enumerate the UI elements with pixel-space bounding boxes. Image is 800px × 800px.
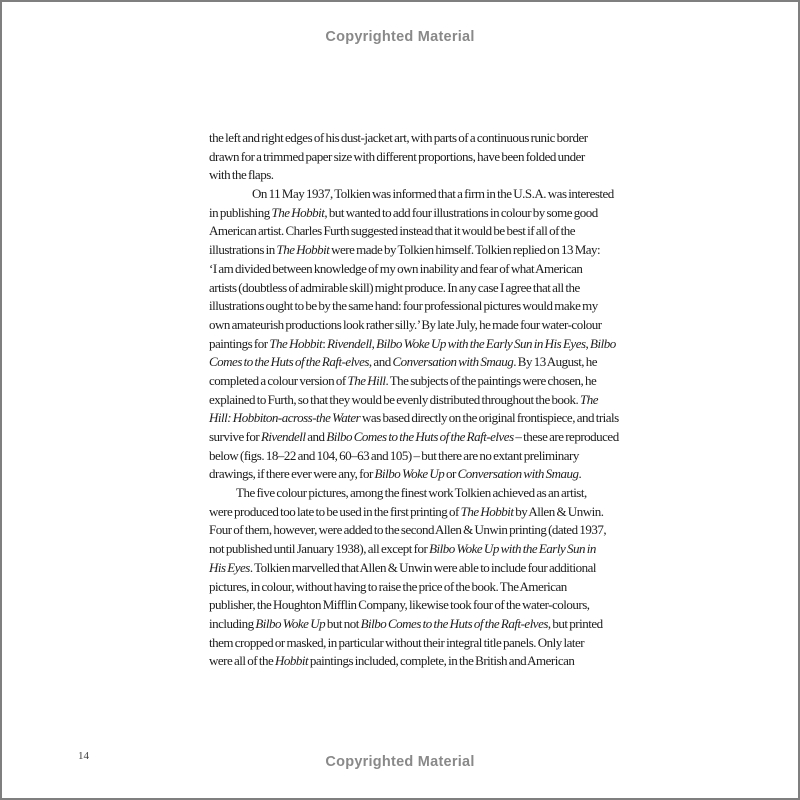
footer-page-number: 14 — [78, 750, 89, 762]
text-line — [209, 316, 691, 335]
text-line — [209, 391, 691, 410]
text-line — [209, 129, 691, 148]
text-segment: – these are reproduced — [513, 429, 619, 444]
italic-text-segment: The Hill — [347, 372, 386, 388]
text-segment: paintings for — [209, 335, 270, 351]
text-line — [209, 447, 691, 466]
text-segment: paintings included, complete, in the British and American — [308, 653, 575, 669]
text-segment: On 11 May 1937, Tolkien was informed that a firm in the U.S.A. was interested — [252, 186, 614, 202]
text-line — [209, 615, 691, 634]
text-segment: were produced too late to be used in the first printing of — [209, 503, 461, 519]
text-line — [209, 260, 691, 279]
italic-text-segment: Bilbo — [590, 335, 616, 351]
text-line — [209, 372, 691, 391]
text-line — [209, 521, 691, 540]
text-segment: , — [585, 335, 591, 351]
text-segment: . — [578, 466, 582, 482]
text-segment: in publishing — [209, 204, 272, 220]
text-segment: , — [371, 335, 377, 351]
italic-text-segment: Bilbo Woke Up with the Early Sun in His Eyes — [376, 335, 586, 351]
italic-text-segment: Bilbo Woke Up with the Early Sun in — [429, 541, 596, 557]
text-line — [209, 428, 691, 447]
text-segment: illustrations ought to be by the same hand: four professional pictures would make my — [209, 298, 598, 314]
text-segment: own amateurish productions look rather silly.’ By late July, he made four water-colour — [209, 316, 602, 332]
italic-text-segment: Bilbo Comes to the Huts of the Raft-elves — [326, 429, 514, 444]
body-text-block — [209, 129, 691, 671]
text-line — [209, 148, 691, 167]
text-line — [209, 634, 691, 653]
text-segment: by Allen & Unwin. — [513, 503, 604, 519]
text-line — [209, 279, 691, 298]
text-line — [209, 166, 691, 185]
text-line — [209, 652, 691, 671]
text-segment: artists (doubtless of admirable skill) might produce. In any case I agree that all the — [209, 279, 580, 295]
italic-text-segment: The Hobbit — [269, 335, 323, 351]
text-segment: publisher, the Houghton Mifflin Company, likewise took four of the water-colours, — [209, 597, 590, 613]
footer-copyright-notice: Copyrighted Material — [325, 754, 475, 770]
text-line — [209, 222, 691, 241]
header-copyright-notice: Copyrighted Material — [325, 29, 475, 45]
text-line — [209, 503, 691, 522]
text-segment: : — [322, 335, 328, 351]
italic-text-segment: Hill: Hobbiton-across-the Water — [209, 410, 361, 426]
text-segment: the left and right edges of his dust-jacket art, with parts of a continuous runic border — [209, 130, 588, 145]
text-line — [209, 335, 691, 354]
text-segment: completed a colour version of — [209, 372, 348, 388]
text-segment: American artist. Charles Furth suggested instead that it would be best if all of the — [209, 223, 576, 239]
text-segment: The five colour pictures, among the finest work Tolkien achieved as an artist, — [236, 485, 587, 501]
italic-text-segment: Rivendell — [327, 335, 372, 351]
text-segment: drawings, if there ever were any, for — [209, 466, 375, 482]
italic-text-segment: The Hobbit — [271, 204, 325, 220]
text-line — [209, 540, 691, 559]
text-segment: but not — [325, 615, 361, 631]
text-segment: . The subjects of the paintings were chosen, he — [385, 372, 597, 388]
italic-text-segment: The Hobbit — [276, 242, 330, 258]
italic-text-segment: The — [579, 391, 598, 407]
text-line — [209, 559, 691, 578]
text-segment: . By 13 August, he — [513, 354, 598, 370]
text-segment: ‘I am divided between knowledge of my own inability and fear of what American — [209, 260, 583, 276]
italic-text-segment: Bilbo Comes to the Huts of the Raft-elves — [360, 615, 548, 631]
text-line — [209, 297, 691, 316]
italic-text-segment: Conversation with Smaug — [457, 466, 579, 482]
text-segment: pictures, in colour, without having to raise the price of the book. The American — [209, 578, 567, 594]
text-segment: below (figs. 18–22 and 104, 60–63 and 105) – but there are no extant preliminary — [209, 447, 579, 463]
italic-text-segment: Comes to the Huts of the Raft-elves — [209, 354, 369, 370]
text-segment: . Tolkien marvelled that Allen & Unwin were able to include four additional — [249, 559, 596, 575]
text-segment: Four of them, however, were added to the second Allen & Unwin printing (dated 1937, — [209, 522, 607, 538]
text-line — [209, 596, 691, 615]
italic-text-segment: Rivendell — [260, 429, 306, 444]
text-segment: were all of the — [209, 653, 275, 669]
italic-text-segment: Bilbo Woke Up — [374, 466, 445, 482]
text-segment: not published until January 1938), all except for — [209, 541, 430, 557]
text-segment: them cropped or masked, in particular without their integral title panels. Only later — [209, 634, 585, 650]
text-segment: , and — [368, 354, 393, 370]
text-segment: , but wanted to add four illustrations in colour by some good — [324, 204, 598, 220]
text-segment: and — [305, 429, 327, 444]
text-segment: illustrations in — [209, 242, 277, 258]
text-line — [209, 484, 691, 503]
italic-text-segment: The Hobbit — [460, 503, 514, 519]
text-segment: was based directly on the original frontispiece, and trials — [360, 410, 619, 426]
text-segment: were made by Tolkien himself. Tolkien replied on 13 May: — [329, 242, 601, 258]
text-segment: including — [209, 615, 256, 631]
text-line — [209, 465, 691, 484]
text-line — [209, 241, 691, 260]
text-line — [209, 409, 691, 428]
text-segment: explained to Furth, so that they would be evenly distributed throughout the book. — [209, 391, 580, 407]
text-line — [209, 185, 691, 204]
italic-text-segment: Hobbit — [274, 653, 309, 669]
text-segment: , but printed — [547, 615, 603, 631]
text-line — [209, 353, 691, 372]
text-segment: drawn for a trimmed paper size with different proportions, have been folded under — [209, 148, 585, 164]
text-segment: with the flaps. — [209, 167, 274, 183]
text-segment: survive for — [209, 429, 261, 444]
text-line — [209, 204, 691, 223]
italic-text-segment: His Eyes — [209, 559, 250, 575]
text-line — [209, 578, 691, 597]
italic-text-segment: Conversation with Smaug — [392, 354, 514, 370]
italic-text-segment: Bilbo Woke Up — [255, 615, 326, 631]
text-segment: or — [444, 466, 458, 482]
